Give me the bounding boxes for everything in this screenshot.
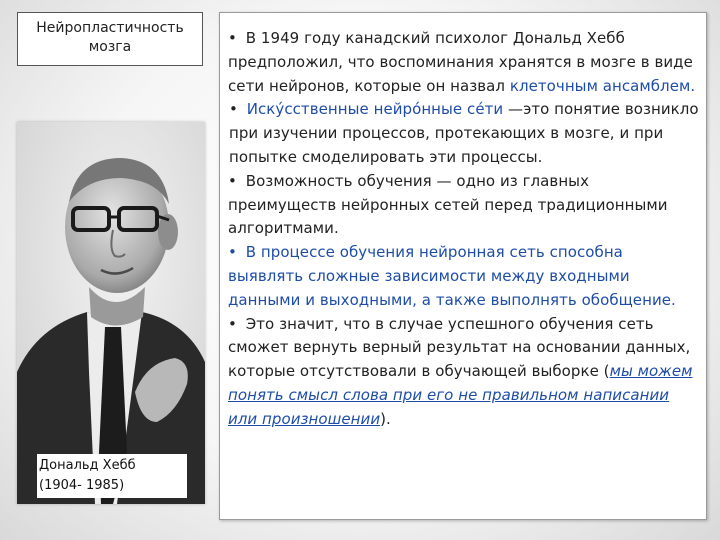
slide-title-line2: мозга — [88, 39, 132, 55]
paragraph-ann — [229, 98, 700, 169]
caption-name: Дональд Хебб — [39, 458, 136, 473]
paragraph-learning — [228, 170, 700, 241]
paragraph-ann-text: —это понятие возникло при изучении процессов, протекающих в мозге, и при попытке смоделировать эти процессы. — [229, 100, 699, 166]
paragraph-training — [228, 241, 700, 312]
slide-title-box — [17, 12, 203, 66]
bullet-5: • — [228, 314, 237, 333]
paragraph-generalization-text: Это значит, что в случае успешного обучения сеть сможет вернуть верный результат на основании данных, которые отсутствовали в обучающей выборке ( — [228, 314, 691, 381]
portrait-photo — [17, 122, 205, 504]
paragraph-learning-text: Возможность обучения — одно из главных преимуществ нейронных сетей перед традиционными алгоритмами. — [228, 171, 668, 238]
paragraph-generalization — [228, 313, 700, 432]
paragraph-training-text: В процессе обучения нейронная сеть способна выявлять сложные зависимости между входными данными и выходными, а также выполнять обобщение. — [228, 243, 676, 309]
slide-title-line1: Нейропластичность — [36, 20, 184, 36]
caption-years: (1904- 1985) — [39, 478, 125, 493]
bullet-4: • — [228, 243, 237, 262]
portrait-image — [17, 122, 205, 504]
paragraph-hebb-text: В 1949 году канадский психолог Дональд Хебб предположил, что воспоминания хранятся в мозге в виде сети нейронов, которые он назвал — [228, 29, 693, 95]
bullet-2: • — [229, 100, 238, 119]
ann-term: Иску́сственные нейро́нные се́ти — [246, 100, 504, 119]
example-link[interactable]: мы можем понять смысл слова при его не правильном написании или произношении — [228, 362, 693, 428]
content-text — [228, 27, 700, 432]
photo-caption — [37, 454, 187, 498]
bullet-1: • — [228, 29, 237, 47]
paragraph-generalization-end: ). — [380, 409, 391, 428]
paragraph-hebb — [228, 27, 700, 98]
content-box — [219, 12, 707, 520]
bullet-3: • — [228, 171, 237, 190]
cell-ensemble-term: клеточным ансамблем. — [509, 76, 696, 95]
